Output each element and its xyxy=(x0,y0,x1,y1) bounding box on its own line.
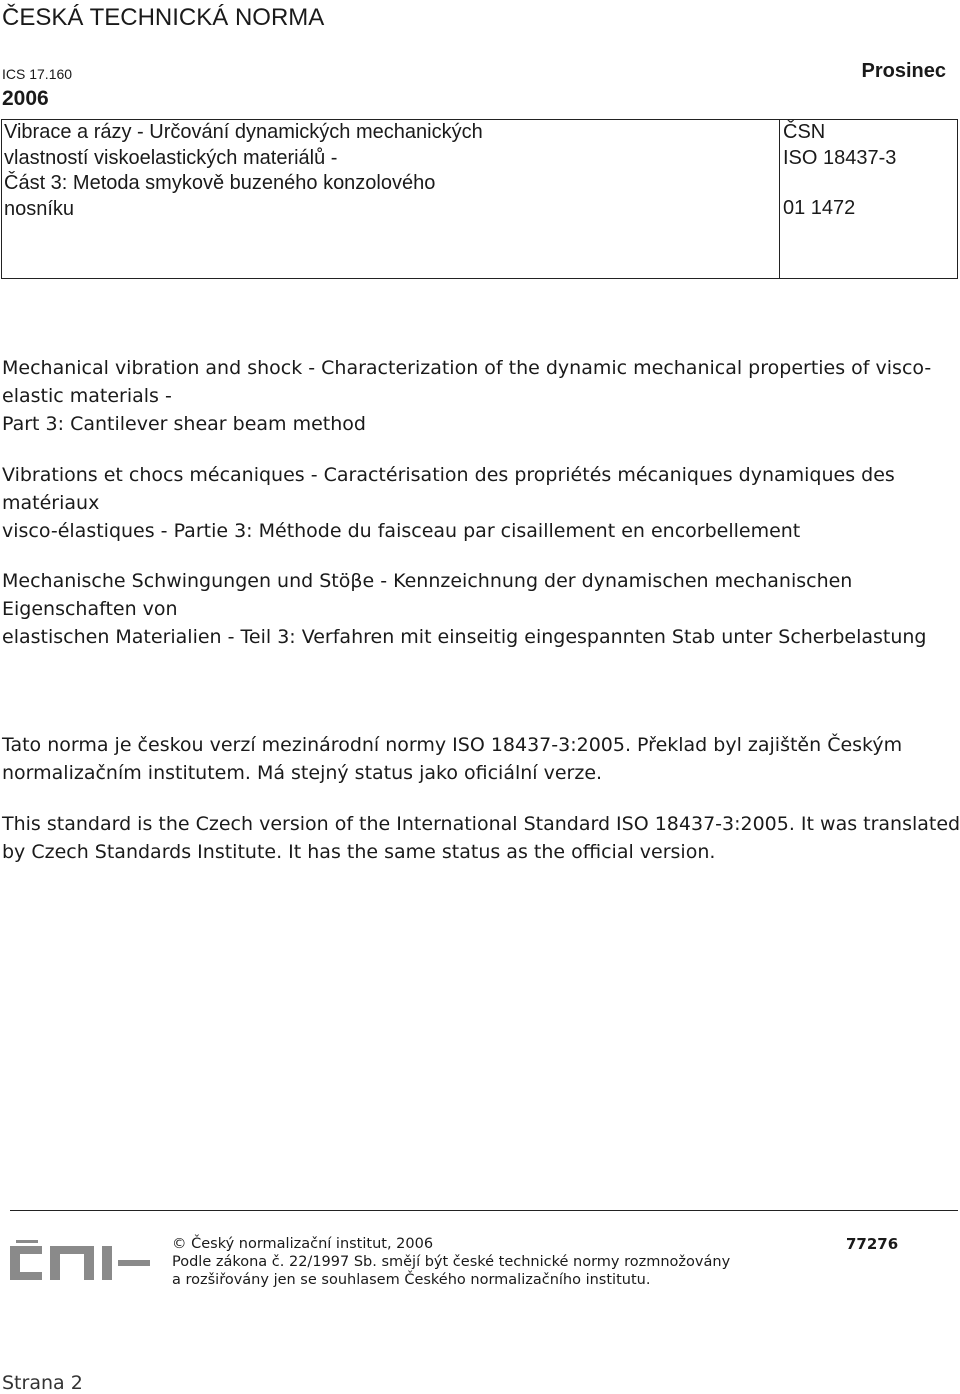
law-line: a rozšiřovány jen se souhlasem Českého normalizačního institutu. xyxy=(172,1272,651,1288)
english-note-line: by Czech Standards Institute. It has the same status as the official version. xyxy=(2,841,716,863)
english-title-line: Part 3: Cantilever shear beam method xyxy=(2,413,366,435)
czech-version-note xyxy=(2,731,902,787)
czech-note-line: Tato norma je českou verzí mezinárodní normy ISO 18437-3:2005. Překlad byl zajištěn Českým xyxy=(2,734,903,756)
standard-type-heading: ČESKÁ TECHNICKÁ NORMA xyxy=(2,4,325,31)
czech-title-line: nosníku xyxy=(4,197,75,220)
english-title-line: elastic materials - xyxy=(2,385,172,407)
standard-prefix: ČSN xyxy=(783,121,826,143)
french-title-line: Vibrations et chocs mécaniques - Caractérisation des propriétés mécaniques dynamiques des xyxy=(2,464,895,486)
title-box-divider xyxy=(779,120,780,278)
french-title xyxy=(2,461,895,545)
czech-title-line: Vibrace a rázy - Určování dynamických mechanických xyxy=(4,121,483,143)
copyright-line: © Český normalizační institut, 2006 xyxy=(172,1236,434,1252)
english-title-line: Mechanical vibration and shock - Characterization of the dynamic mechanical properties of visco- xyxy=(2,357,932,379)
french-title-line: matériaux xyxy=(2,492,100,514)
cni-logo-icon xyxy=(10,1240,150,1289)
german-title xyxy=(2,567,926,651)
czech-title-line: Část 3: Metoda smykově buzeného konzolového xyxy=(4,172,436,194)
standard-code-box xyxy=(783,120,896,222)
page-number: Strana 2 xyxy=(2,1372,83,1394)
issue-year: 2006 xyxy=(2,87,49,110)
german-title-line: elastischen Materialien - Teil 3: Verfahren mit einseitig eingespannten Stab unter Scherbelastung xyxy=(2,626,927,648)
class-code: 01 1472 xyxy=(783,197,856,219)
footer-copyright-block xyxy=(172,1235,730,1289)
title-box xyxy=(1,119,958,279)
czech-title-line: vlastností viskoelastických materiálů - xyxy=(4,146,338,169)
order-number: 77276 xyxy=(846,1235,899,1253)
ics-code: ICS 17.160 xyxy=(2,66,73,82)
issue-month: Prosinec xyxy=(861,60,946,82)
law-line: Podle zákona č. 22/1997 Sb. smějí být české technické normy rozmnožovány xyxy=(172,1254,731,1270)
english-title xyxy=(2,354,931,438)
french-title-line: visco-élastiques - Partie 3: Méthode du faisceau par cisaillement en encorbellement xyxy=(2,520,801,542)
german-title-line: Eigenschaften von xyxy=(2,598,178,620)
footer-divider xyxy=(10,1210,958,1211)
czech-note-line: normalizačním institutem. Má stejný status jako oficiální verze. xyxy=(2,762,603,784)
czech-title xyxy=(4,120,483,222)
english-note-line: This standard is the Czech version of the International Standard ISO 18437-3:2005. It was translated xyxy=(2,813,960,835)
standard-id: ISO 18437-3 xyxy=(783,146,897,169)
german-title-line: Mechanische Schwingungen und Stöβe - Kennzeichnung der dynamischen mechanischen xyxy=(2,570,853,592)
english-version-note xyxy=(2,810,960,866)
